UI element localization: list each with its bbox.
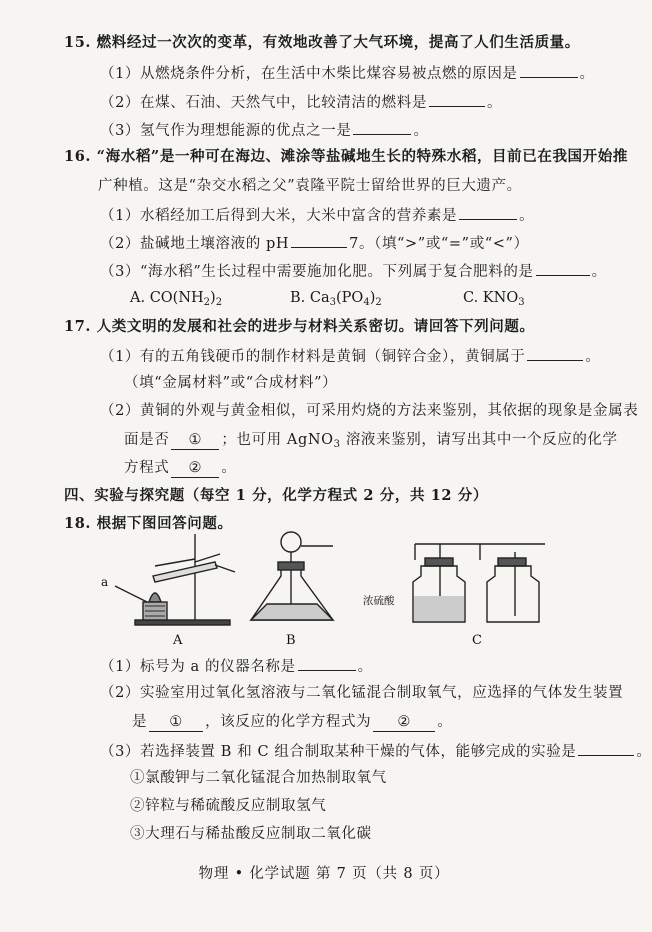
answer-blank xyxy=(536,261,590,276)
q16-stem-line2: 广种植。这是“杂交水稻之父”袁隆平院士留给世界的巨大遗产。 xyxy=(98,178,522,194)
q16-option-b-text: (PO xyxy=(336,290,364,306)
q16-option-a-text: A. CO(NH xyxy=(130,290,204,306)
period: 。 xyxy=(357,659,373,675)
q18-part2-line1: （2）实验室用过氧化氢溶液与二氧化锰混合制取氧气，应选择的气体发生装置 xyxy=(100,685,624,701)
fig-label-A: A xyxy=(173,633,183,648)
q17-stem: 17. 人类文明的发展和社会的进步与材料关系密切。请回答下列问题。 xyxy=(64,318,535,335)
q16-stem-line1: 16. “海水稻”是一种可在海边、滩涂等盐碱地生长的特殊水稻，目前已在我国开始推 xyxy=(64,148,628,165)
q17-part1-hint: （填“金属材料”或“合成材料”） xyxy=(124,375,338,391)
answer-blank-1: ① xyxy=(149,713,203,732)
answer-blank xyxy=(520,63,578,78)
q15-stem: 15. 燃料经过一次次的变革，有效地改善了大气环境，提高了人们生活质量。 xyxy=(64,34,580,51)
section-title: 四、实验与探究题（每空 1 分，化学方程式 2 分，共 12 分） xyxy=(64,487,488,504)
subscript: 2 xyxy=(375,297,382,308)
q16-part1 xyxy=(100,205,534,225)
period: 。 xyxy=(221,460,237,476)
q17-part2-text: ；也可用 AgNO xyxy=(221,432,334,448)
q16-part2-text: （2）盐碱地土壤溶液的 pH xyxy=(100,236,290,252)
period: 。 xyxy=(519,208,535,224)
q16-option-b xyxy=(290,290,382,306)
answer-blank-1: ① xyxy=(171,431,219,450)
answer-blank xyxy=(291,233,347,248)
page-footer: 物理 • 化学试题 第 7 页（共 8 页） xyxy=(198,866,450,882)
fig-label-B: B xyxy=(286,633,296,648)
apparatus-drawing xyxy=(95,524,550,649)
q16-option-a xyxy=(130,290,222,306)
q18-stem: 18. 根据下图回答问题。 xyxy=(64,515,233,532)
q15-part1-text: （1）从燃烧条件分析，在生活中木柴比煤容易被点燃的原因是 xyxy=(100,66,518,82)
answer-blank-2: ② xyxy=(171,459,219,478)
answer-blank xyxy=(459,205,517,220)
q18-option-2: ②锌粒与稀硫酸反应制取氢气 xyxy=(130,798,327,814)
fig-label-acid: 浓硫酸 xyxy=(363,595,395,607)
q18-option-1: ①氯酸钾与二氧化锰混合加热制取氧气 xyxy=(130,770,387,786)
period: 。 xyxy=(486,95,503,111)
q16-option-a-text: ) xyxy=(210,290,216,306)
q17-part2-text: 溶液来鉴别，请写出其中一个反应的化学 xyxy=(340,432,618,448)
answer-blank xyxy=(527,346,583,361)
q15-part1 xyxy=(100,63,595,83)
fig-label-a: a xyxy=(101,575,109,589)
q18-part1 xyxy=(100,656,373,676)
subscript: 4 xyxy=(363,297,370,308)
q16-part1-text: （1）水稻经加工后得到大米，大米中富含的营养素是 xyxy=(100,208,458,224)
q18-part1-text: （1）标号为 a 的仪器名称是 xyxy=(100,659,296,675)
answer-blank xyxy=(353,120,411,135)
q15-part2-text: （2）在煤、石油、天然气中，比较清洁的燃料是 xyxy=(100,95,427,111)
q18-option-3: ③大理石与稀盐酸反应制取二氧化碳 xyxy=(130,826,372,842)
q16-part3-text: （3）“海水稻”生长过程中需要施加化肥。下列属于复合肥料的是 xyxy=(100,264,534,280)
answer-blank xyxy=(298,656,356,671)
answer-blank xyxy=(578,741,634,756)
subscript: 2 xyxy=(215,297,223,308)
period: 。 xyxy=(413,123,429,139)
q18-part2-line2 xyxy=(132,713,452,732)
q15-part2 xyxy=(100,92,502,112)
apparatus-c xyxy=(413,544,545,622)
q17-part2-line2 xyxy=(124,431,618,450)
q18-part3-text: （3）若选择装置 B 和 C 组合制取某种干燥的气体，能够完成的实验是 xyxy=(100,744,577,760)
q15-part3 xyxy=(100,120,429,140)
subscript: 3 xyxy=(518,297,525,308)
q17-part2-line3 xyxy=(124,459,236,478)
q16-part2 xyxy=(100,233,529,253)
fig-label-C: C xyxy=(472,633,482,648)
q16-part3 xyxy=(100,261,607,281)
apparatus-figure xyxy=(95,524,550,649)
q16-option-c xyxy=(463,290,525,306)
answer-blank xyxy=(429,92,485,107)
q18-part2-text: ，该反应的化学方程式为 xyxy=(205,714,372,730)
q17-part2-text: 方程式 xyxy=(124,460,170,476)
period: 。 xyxy=(636,744,652,760)
q16-option-b-text: ) xyxy=(369,290,376,306)
q16-option-b-text: B. Ca xyxy=(290,290,330,306)
q15-part3-text: （3）氢气作为理想能源的优点之一是 xyxy=(100,123,352,139)
answer-blank-2: ② xyxy=(373,713,435,732)
apparatus-b xyxy=(251,532,333,620)
subscript: 3 xyxy=(329,297,336,308)
subscript: 2 xyxy=(203,297,211,308)
subscript: 3 xyxy=(333,439,341,450)
q16-option-c-text: C. KNO xyxy=(463,290,519,306)
q18-part3 xyxy=(100,741,652,761)
period: 。 xyxy=(585,349,601,365)
q18-part2-text: 是 xyxy=(132,714,148,730)
q17-part1 xyxy=(100,346,600,366)
period: 。 xyxy=(579,66,595,82)
apparatus-a xyxy=(115,534,235,625)
q17-part1-text: （1）有的五角钱硬币的制作材料是黄铜（铜锌合金），黄铜属于 xyxy=(100,349,526,365)
period: 。 xyxy=(591,264,607,280)
q17-part2-text: 面是否 xyxy=(124,432,170,448)
period: 。 xyxy=(437,714,453,730)
q17-part2-line1: （2）黄铜的外观与黄金相似，可采用灼烧的方法来鉴别，其依据的现象是金属表 xyxy=(100,403,639,419)
q16-part2-hint: 7。（填“>”或“=”或“<”） xyxy=(349,236,529,252)
